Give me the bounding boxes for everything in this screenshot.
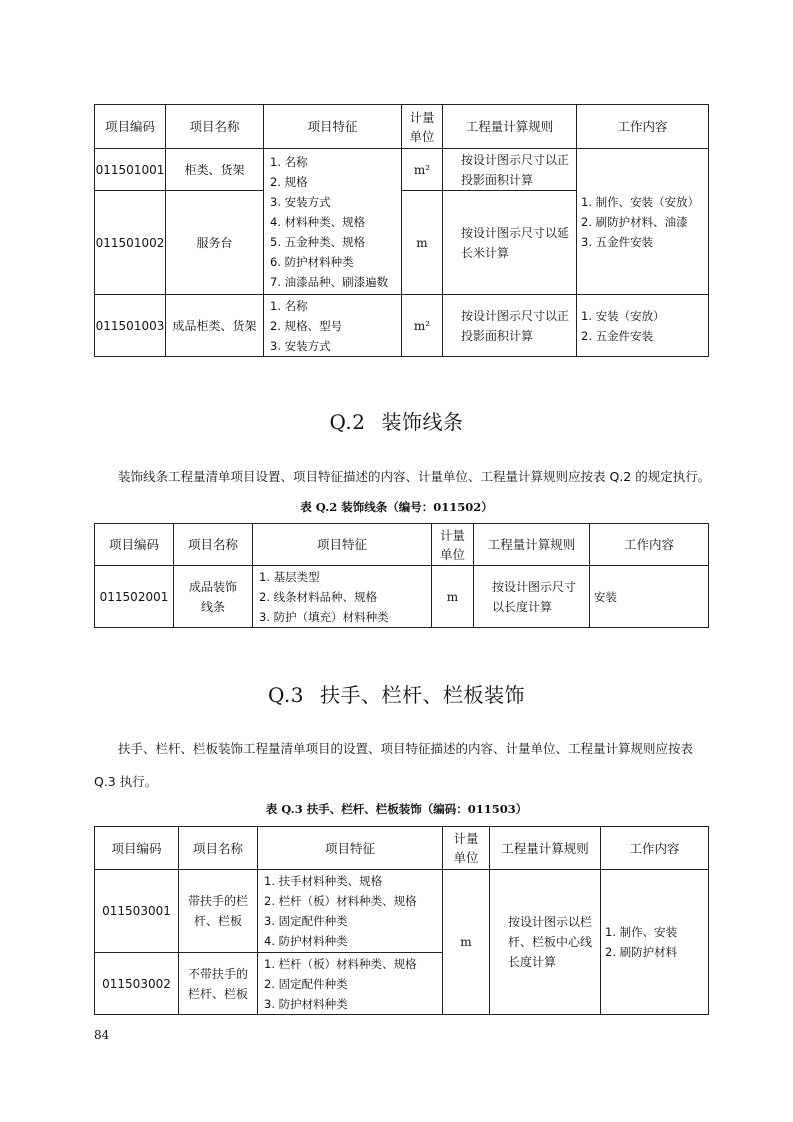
header-work: 工作内容: [577, 105, 709, 149]
item-unit: m²: [402, 295, 443, 357]
section-heading: [0, 679, 793, 708]
table-row: [95, 870, 709, 953]
header-code: 项目编码: [95, 105, 166, 149]
header-name: 项目名称: [179, 827, 258, 870]
item-code: 011501003: [95, 295, 166, 357]
item-features: 1. 名称 2. 规格 3. 安装方式 4. 材料种类、规格 5. 五金种类、规格 6. 防护材料种类 7. 油漆品种、刷漆遍数: [264, 149, 402, 295]
item-features: 1. 名称 2. 规格、型号 3. 安装方式: [264, 295, 402, 357]
section-number: Q.3: [268, 683, 304, 707]
item-name: 成品柜类、货架: [166, 295, 264, 357]
item-name: 成品装饰 线条: [174, 566, 253, 628]
item-code: 011502001: [95, 566, 174, 628]
item-rule: 按设计图示尺寸以正投影面积计算: [443, 149, 577, 191]
header-rule: 工程量计算规则: [443, 105, 577, 149]
item-unit: m: [443, 870, 490, 1015]
section-paragraph: 装饰线条工程量清单项目设置、项目特征描述的内容、计量单位、工程量计算规则应按表 Q.2 的规定执行。: [118, 469, 711, 484]
header-work: 工作内容: [601, 827, 709, 870]
table-q1: [94, 104, 709, 357]
header-code: 项目编码: [95, 524, 174, 566]
header-features: 项目特征: [264, 105, 402, 149]
item-unit: m: [402, 191, 443, 295]
header-unit: 计量 单位: [443, 827, 490, 870]
table-row: [95, 566, 709, 628]
header-rule: 工程量计算规则: [490, 827, 601, 870]
header-name: 项目名称: [174, 524, 253, 566]
item-features: 1. 栏杆（板）材料种类、规格 2. 固定配件种类 3. 防护材料种类: [258, 953, 443, 1015]
item-name: 柜类、货架: [166, 149, 264, 191]
item-code: 011503001: [95, 870, 179, 953]
table-row: [95, 149, 709, 191]
header-unit: 计量 单位: [432, 524, 474, 566]
item-features: 1. 基层类型 2. 线条材料品种、规格 3. 防护（填充）材料种类: [253, 566, 432, 628]
section-title: 装饰线条: [381, 410, 464, 434]
section-paragraph: 扶手、栏杆、栏板装饰工程量清单项目的设置、项目特征描述的内容、计量单位、工程量计算规则应按表 Q.3 执行。: [94, 741, 694, 789]
item-code: 011501002: [95, 191, 166, 295]
item-code: 011503002: [95, 953, 179, 1015]
header-unit: 计量 单位: [402, 105, 443, 149]
table-caption: 表 Q.3 扶手、栏杆、栏板装饰（编码：011503）: [265, 802, 528, 816]
item-unit: m²: [402, 149, 443, 191]
header-rule: 工程量计算规则: [474, 524, 590, 566]
section-heading: [0, 406, 793, 435]
section-number: Q.2: [329, 410, 366, 434]
item-rule: 按设计图示以栏杆、栏板中心线长度计算: [490, 870, 601, 1015]
table-q3: [94, 826, 709, 1015]
page-number: 84: [94, 1028, 110, 1042]
item-rule: 按设计图示尺寸以长度计算: [474, 566, 590, 628]
item-work: 1. 制作、安装（安放） 2. 刷防护材料、油漆 3. 五金件安装: [577, 149, 709, 295]
header-features: 项目特征: [258, 827, 443, 870]
table-q2: [94, 523, 709, 628]
header-code: 项目编码: [95, 827, 179, 870]
item-rule: 按设计图示尺寸以正投影面积计算: [443, 295, 577, 357]
item-name: 带扶手的栏 杆、栏板: [179, 870, 258, 953]
table-header-row: [95, 524, 709, 566]
item-unit: m: [432, 566, 474, 628]
table-caption: 表 Q.2 装饰线条（编号：011502）: [300, 500, 493, 514]
header-name: 项目名称: [166, 105, 264, 149]
table-header-row: [95, 105, 709, 149]
item-work: 1. 安装（安放） 2. 五金件安装: [577, 295, 709, 357]
section-title: 扶手、栏杆、栏板装饰: [319, 683, 525, 707]
header-work: 工作内容: [590, 524, 709, 566]
item-rule: 按设计图示尺寸以延长米计算: [443, 191, 577, 295]
item-work: 1. 制作、安装 2. 刷防护材料: [601, 870, 709, 1015]
table-header-row: [95, 827, 709, 870]
table-row: [95, 295, 709, 357]
item-features: 1. 扶手材料种类、规格 2. 栏杆（板）材料种类、规格 3. 固定配件种类 4. 防护材料种类: [258, 870, 443, 953]
header-features: 项目特征: [253, 524, 432, 566]
item-name: 不带扶手的 栏杆、栏板: [179, 953, 258, 1015]
item-code: 011501001: [95, 149, 166, 191]
item-name: 服务台: [166, 191, 264, 295]
item-work: 安装: [590, 566, 709, 628]
